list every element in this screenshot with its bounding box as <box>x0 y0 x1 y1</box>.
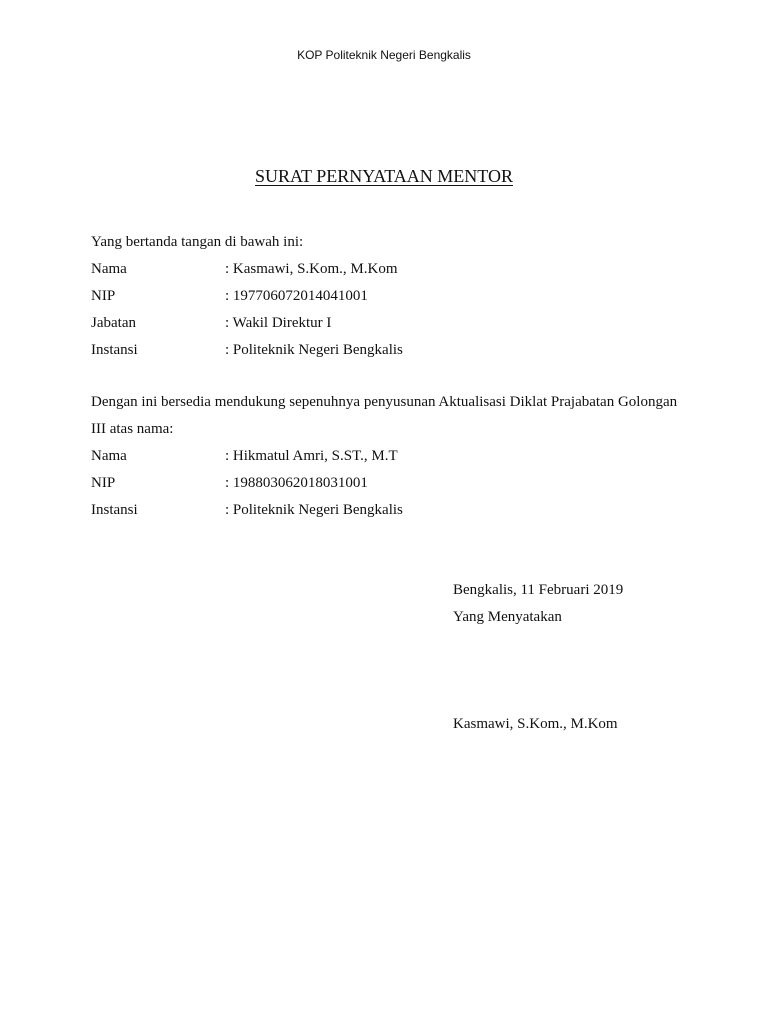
statement-line-1: Dengan ini bersedia mendukung sepenuhnya penyusunan Aktualisasi Diklat Prajabatan Golongan <box>91 394 678 410</box>
participant-institution-row <box>91 500 691 520</box>
participant-nip-row <box>91 473 691 493</box>
field-value: : 197706072014041001 <box>225 288 368 304</box>
field-value: : Hikmatul Amri, S.ST., M.T <box>225 448 398 464</box>
letterhead: KOP Politeknik Negeri Bengkalis <box>297 48 471 62</box>
field-label: Nama <box>91 448 127 464</box>
participant-name-row <box>91 446 691 466</box>
field-value: : 198803062018031001 <box>225 475 368 491</box>
field-label: Instansi <box>91 342 138 358</box>
field-value: : Kasmawi, S.Kom., M.Kom <box>225 261 398 277</box>
intro-text: Yang bertanda tangan di bawah ini: <box>91 234 304 250</box>
field-value: : Politeknik Negeri Bengkalis <box>225 342 403 358</box>
field-label: Nama <box>91 261 127 277</box>
signatory-name-row <box>91 259 691 279</box>
place-date: Bengkalis, 11 Februari 2019 <box>453 582 624 598</box>
field-value: : Politeknik Negeri Bengkalis <box>225 502 403 518</box>
field-value: : Wakil Direktur I <box>225 315 332 331</box>
statement-line-2: III atas nama: <box>91 421 174 437</box>
signatory-nip-row <box>91 286 691 306</box>
field-label: Instansi <box>91 502 138 518</box>
field-label: NIP <box>91 288 116 304</box>
signer-name: Kasmawi, S.Kom., M.Kom <box>453 716 618 732</box>
signatory-institution-row <box>91 340 691 360</box>
document-title <box>0 164 768 188</box>
field-label: NIP <box>91 475 116 491</box>
document-title-text: SURAT PERNYATAAN MENTOR <box>255 166 513 186</box>
signatory-position-row <box>91 313 691 333</box>
field-label: Jabatan <box>91 315 136 331</box>
signatory-role: Yang Menyatakan <box>453 609 562 625</box>
